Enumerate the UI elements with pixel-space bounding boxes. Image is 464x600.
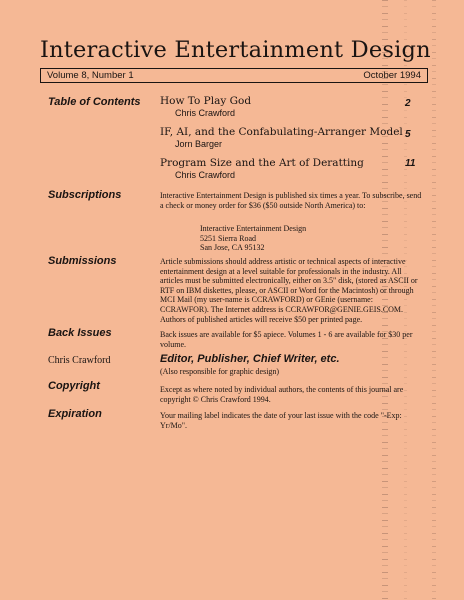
copyright-heading: Copyright	[48, 380, 100, 392]
editor-subtitle: (Also responsible for graphic design)	[160, 367, 280, 376]
issue-date: October 1994	[363, 70, 421, 81]
expiration-text: Your mailing label indicates the date of your last issue with the code "-Exp: Yr/Mo".	[160, 411, 402, 430]
expiration-heading: Expiration	[48, 408, 102, 420]
address-line: San Jose, CA 95132	[200, 243, 265, 253]
submissions-heading: Submissions	[48, 255, 117, 267]
toc-item-page: 11	[405, 158, 416, 169]
toc-heading: Table of Contents	[48, 96, 141, 108]
masthead-title: Interactive Entertainment Design	[40, 37, 431, 63]
toc-item-title: How To Play God	[160, 95, 252, 107]
copyright-text: Except as where noted by individual authors, the contents of this journal are copyright © Chris Crawford 1994.	[160, 385, 404, 404]
editor-title: Editor, Publisher, Chief Writer, etc.	[160, 353, 340, 365]
toc-item-author: Chris Crawford	[175, 108, 236, 118]
toc-item-author: Jorn Barger	[175, 139, 223, 149]
back-issues-heading: Back Issues	[48, 327, 112, 339]
subscriptions-heading: Subscriptions	[48, 189, 122, 201]
toc-item-page: 5	[405, 129, 411, 140]
toc-item-page: 2	[405, 98, 411, 109]
address-line: 5251 Sierra Road	[200, 233, 256, 243]
volume-bar	[40, 68, 428, 83]
editor-name: Chris Crawford	[48, 355, 111, 366]
toc-item-title: Program Size and the Art of Deratting	[160, 157, 364, 169]
scan-artifact	[432, 0, 436, 600]
submissions-text: Article submissions should address artistic or technical aspects of interactive entertainment design at a level suitable for professionals in the industry. All articles must be submitted electronically, either on 3.5" disk, (stored as ASCII or RTF on IBM diskettes, please, or ASCII or Word for the Macintosh) or through MCI Mail (my user-name is CCRAWFORD) or GEnie (username: CCRAWFOR). The Internet address is CCRAWFOR@GENIE.GEIS.COM. Authors of published articles will receive $50 per printed page.	[160, 257, 418, 324]
mailing-address	[200, 224, 400, 253]
address-line: Interactive Entertainment Design	[200, 224, 307, 233]
toc-item-author: Chris Crawford	[175, 170, 236, 180]
volume-number: Volume 8, Number 1	[47, 70, 134, 81]
subscriptions-text: Interactive Entertainment Design is published six times a year. To subscribe, send a check or money order for $36 ($50 outside North America) to:	[160, 191, 422, 210]
toc-item-title: IF, AI, and the Confabulating-Arranger Model	[160, 126, 403, 138]
back-issues-text: Back issues are available for $5 apiece. Volumes 1 - 6 are available for $30 per volume.	[160, 330, 413, 349]
